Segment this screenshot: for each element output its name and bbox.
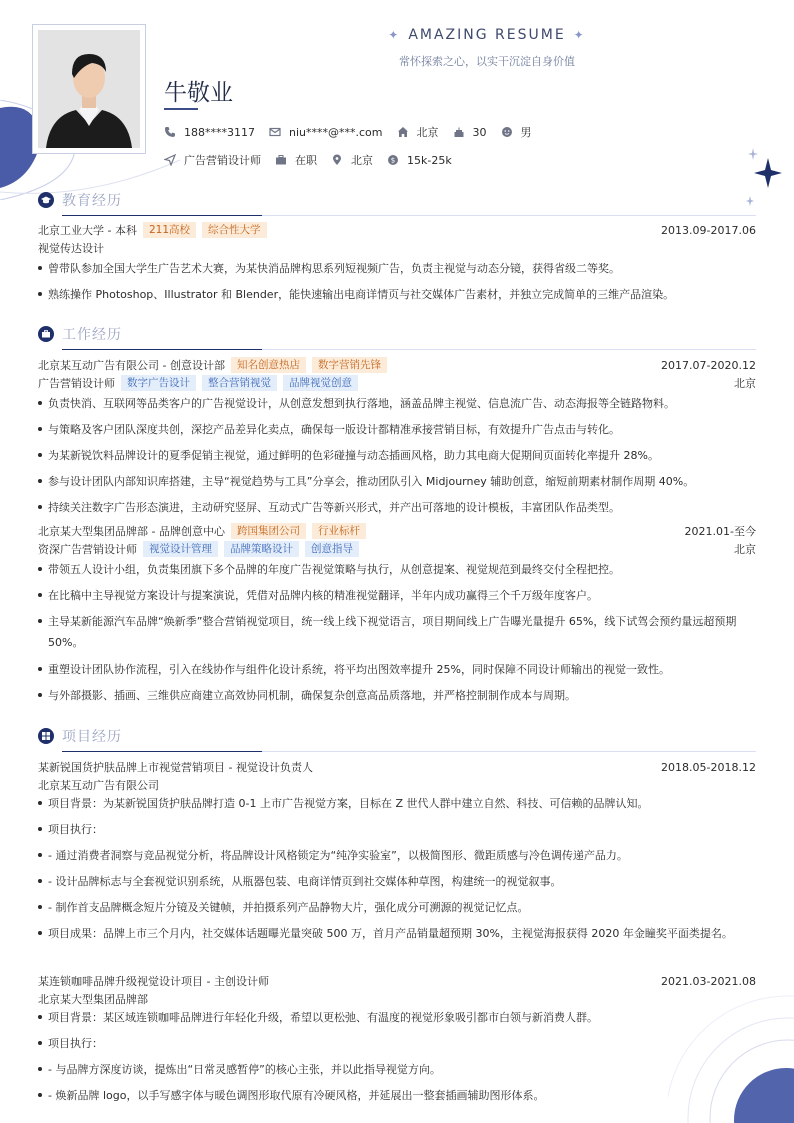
intent-position: 广告营销设计师 — [164, 152, 261, 168]
grid-icon — [38, 728, 54, 744]
job-role-row — [38, 541, 756, 557]
company-tag: 行业标杆 — [312, 523, 366, 539]
job-role: 广告营销设计师 — [38, 377, 115, 390]
contact-info-row — [164, 124, 546, 140]
education-bullet: 曾带队参加全国大学生广告艺术大赛，为某快消品牌构思系列短视频广告，负责主视觉与动态分镜，获得省级二等奖。 — [38, 258, 756, 279]
job-header — [38, 357, 756, 373]
diamond-star-icon: ✦ — [388, 28, 401, 42]
job-role: 资深广告营销设计师 — [38, 543, 137, 556]
job-bullet: 主导某新能源汽车品牌“焕新季”整合营销视觉项目，统一线上线下视觉语言，项目期间线上广告曝光量提升 65%，线下试驾会预约量远超预期 50%。 — [38, 611, 756, 653]
name-underline — [164, 108, 198, 110]
project-bullet: 项目背景：某区域连锁咖啡品牌进行年轻化升级，希望以更松弛、有温度的视觉形象吸引都市白领与新消费人群。 — [38, 1007, 756, 1028]
section-divider — [62, 215, 756, 216]
contact-location: 北京 — [397, 124, 439, 140]
section-projects — [38, 726, 756, 746]
location-icon — [331, 154, 343, 166]
cake-icon — [453, 126, 465, 138]
section-divider — [62, 349, 756, 350]
job-header — [38, 523, 756, 539]
job-role-row — [38, 375, 756, 391]
section-title: 项目经历 — [62, 729, 122, 745]
job-city: 北京 — [734, 543, 756, 556]
job-period: 2021.01-至今 — [684, 525, 756, 538]
banner-subtitle: 常怀探索之心，以实干沉淀自身价值 — [399, 55, 575, 68]
intent-city: 北京 — [331, 152, 373, 168]
role-tag: 数字广告设计 — [121, 375, 196, 391]
section-title: 工作经历 — [62, 327, 122, 343]
company-name: 北京某大型集团品牌部 - 品牌创意中心 — [38, 525, 225, 538]
project-period: 2018.05-2018.12 — [661, 760, 756, 774]
job-city: 北京 — [734, 377, 756, 390]
section-education — [38, 190, 756, 210]
briefcase-icon — [275, 154, 287, 166]
send-icon — [164, 154, 176, 166]
job-bullet: 与策略及客户团队深度共创，深挖产品差异化卖点，确保每一版设计都精准承接营销目标，有效提升广告点击与转化。 — [38, 419, 756, 440]
role-tag: 创意指导 — [305, 541, 359, 557]
project-bullet: 项目执行： — [38, 1033, 756, 1054]
role-tag: 品牌视觉创意 — [283, 375, 358, 391]
school-tag: 211高校 — [143, 222, 196, 238]
diamond-star-icon: ✦ — [573, 28, 586, 42]
intent-salary: $ 15k-25k — [387, 154, 452, 167]
company-name: 北京某互动广告有限公司 - 创意设计部 — [38, 359, 225, 372]
project-bullet: - 设计品牌标志与全套视觉识别系统，从瓶器包装、电商详情页到社交媒体种草图，构建统一的视觉叙事。 — [38, 871, 756, 892]
major: 视觉传达设计 — [38, 242, 104, 255]
project-org: 北京某互动广告有限公司 — [38, 779, 159, 792]
project-bullet: - 制作首支品牌概念短片分镜及关键帧，并拍摄系列产品静物大片，强化成分可溯源的视觉记忆点。 — [38, 897, 756, 918]
profile-photo — [38, 30, 140, 148]
education-header — [38, 222, 756, 238]
contact-phone: 188****3117 — [164, 126, 255, 139]
job-bullet: 在比稿中主导视觉方案设计与提案演说，凭借对品牌内核的精准视觉翻译，半年内成功赢得三个千万级年度客户。 — [38, 585, 756, 606]
mail-icon — [269, 126, 281, 138]
project-bullet: 项目执行： — [38, 819, 756, 840]
project-header — [38, 759, 756, 775]
gender-icon — [501, 126, 513, 138]
project-org: 北京某大型集团品牌部 — [38, 993, 148, 1006]
company-tag: 跨国集团公司 — [231, 523, 306, 539]
role-tag: 品牌策略设计 — [224, 541, 299, 557]
project-bullet: - 通过消费者洞察与竞品视觉分析，将品牌设计风格锁定为“纯净实验室”，以极简图形、微距质感与冷色调传递产品力。 — [38, 845, 756, 866]
profile-photo-frame — [32, 24, 146, 154]
job-intent-row — [164, 152, 466, 168]
briefcase-icon — [38, 326, 54, 342]
salary-icon — [387, 154, 399, 166]
school-tag: 综合性大学 — [202, 222, 267, 238]
project-name: 某连锁咖啡品牌升级视觉设计项目 - 主创设计师 — [38, 975, 269, 988]
section-work — [38, 324, 756, 344]
svg-text:$: $ — [390, 156, 396, 165]
contact-email: niu****@***.com — [269, 126, 383, 139]
company-tag: 数字营销先锋 — [312, 357, 387, 373]
project-org-row — [38, 777, 756, 793]
education-bullet: 熟练操作 Photoshop、Illustrator 和 Blender，能快速输出电商详情页与社交媒体广告素材，并独立完成简单的三维产品渲染。 — [38, 284, 756, 305]
job-bullet: 持续关注数字广告形态演进，主动研究竖屏、互动式广告等新兴形式，并产出可落地的设计模板，丰富团队作品类型。 — [38, 497, 756, 518]
job-bullet: 负责快消、互联网等品类客户的广告视觉设计，从创意发想到执行落地，涵盖品牌主视觉、信息流广告、动态海报等全链路物料。 — [38, 393, 756, 414]
candidate-name: 牛敬业 — [164, 80, 233, 106]
contact-gender: 男 — [501, 124, 532, 140]
project-bullet: - 与品牌方深度访谈，提炼出“日常灵感暂停”的核心主张，并以此指导视觉方向。 — [38, 1059, 756, 1080]
project-name: 某新锐国货护肤品牌上市视觉营销项目 - 视觉设计负责人 — [38, 761, 313, 774]
home-icon — [397, 126, 409, 138]
project-period: 2021.03-2021.08 — [661, 974, 756, 988]
job-bullet: 重塑设计团队协作流程，引入在线协作与组件化设计系统，将平均出图效率提升 25%，同时保障不同设计师输出的视觉一致性。 — [38, 659, 756, 680]
company-tag: 知名创意热店 — [231, 357, 306, 373]
contact-age: 30 — [453, 126, 487, 139]
job-bullet: 带领五人设计小组，负责集团旗下多个品牌的年度广告视觉策略与执行，从创意提案、视觉规范到最终交付全程把控。 — [38, 559, 756, 580]
job-bullet: 与外部摄影、插画、三维供应商建立高效协同机制，确保复杂创意高品质落地，并严格控制制作成本与周期。 — [38, 685, 756, 706]
job-period: 2017.07-2020.12 — [661, 358, 756, 372]
project-bullet: 项目背景：为某新锐国货护肤品牌打造 0-1 上市广告视觉方案，目标在 Z 世代人群中建立自然、科技、可信赖的品牌认知。 — [38, 793, 756, 814]
section-title: 教育经历 — [62, 193, 122, 209]
section-divider — [62, 751, 756, 752]
education-period: 2013.09-2017.06 — [661, 223, 756, 237]
phone-icon — [164, 126, 176, 138]
project-org-row — [38, 991, 756, 1007]
job-bullet: 为某新锐饮料品牌设计的夏季促销主视觉，通过鲜明的色彩碰撞与动态插画风格，助力其电商大促期间页面转化率提升 28%。 — [38, 445, 756, 466]
education-major-row — [38, 240, 756, 256]
job-bullet: 参与设计团队内部知识库搭建，主导“视觉趋势与工具”分享会，推动团队引入 Midjourney 辅助创意，缩短前期素材制作周期 40%。 — [38, 471, 756, 492]
role-tag: 视觉设计管理 — [143, 541, 218, 557]
project-bullet: - 焕新品牌 logo，以手写感字体与暖色调图形取代原有冷硬风格，并延展出一整套插画辅助图形体系。 — [38, 1085, 756, 1106]
role-tag: 整合营销视觉 — [202, 375, 277, 391]
graduation-cap-icon — [38, 192, 54, 208]
school-name: 北京工业大学 - 本科 — [38, 224, 137, 237]
banner-title: ✦ AMAZING RESUME ✦ — [388, 27, 586, 43]
intent-status: 在职 — [275, 152, 317, 168]
project-header — [38, 973, 756, 989]
project-bullet: 项目成果：品牌上市三个月内，社交媒体话题曝光量突破 500 万，首月产品销量超预期 30%，主视觉海报获得 2020 年金瞳奖平面类提名。 — [38, 923, 756, 944]
